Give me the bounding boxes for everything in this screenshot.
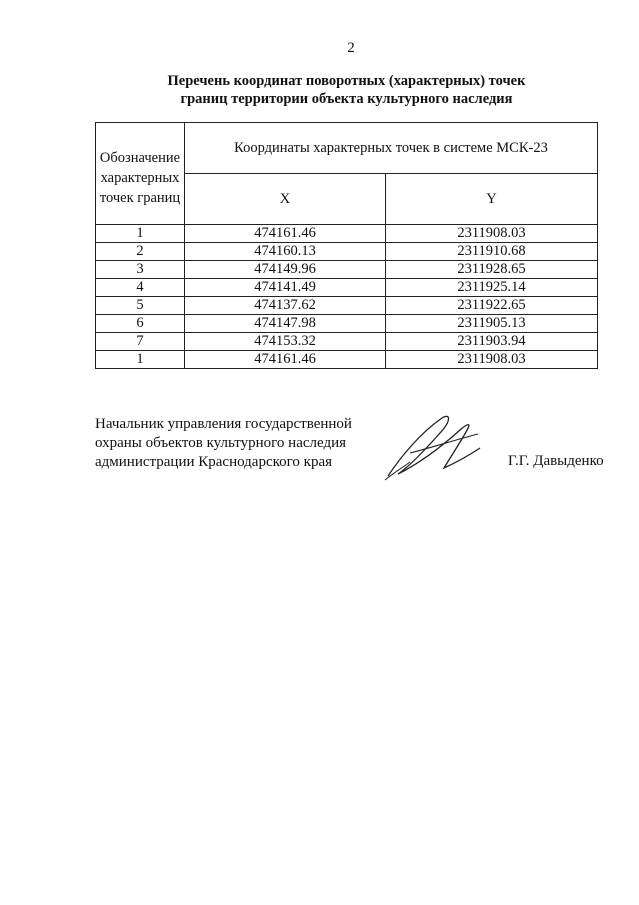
cell-x: 474149.96 bbox=[185, 261, 386, 279]
cell-x: 474137.62 bbox=[185, 297, 386, 315]
cell-point: 3 bbox=[96, 261, 185, 279]
cell-point: 6 bbox=[96, 315, 185, 333]
cell-point: 5 bbox=[96, 297, 185, 315]
coordinates-table bbox=[95, 122, 598, 369]
cell-point: 4 bbox=[96, 279, 185, 297]
header-y: Y bbox=[386, 174, 598, 225]
position-line-2: охраны объектов культурного наследия bbox=[95, 435, 347, 451]
cell-y: 2311905.13 bbox=[386, 315, 598, 333]
cell-point: 2 bbox=[96, 243, 185, 261]
header-point-designation bbox=[96, 123, 185, 225]
cell-x: 474161.46 bbox=[185, 351, 386, 369]
cell-x: 474161.46 bbox=[185, 225, 386, 243]
cell-y: 2311910.68 bbox=[386, 243, 598, 261]
cell-y: 2311922.65 bbox=[386, 297, 598, 315]
position-line-1: Начальник управления государственной bbox=[95, 416, 352, 432]
table-row bbox=[96, 261, 598, 279]
cell-point: 1 bbox=[96, 225, 185, 243]
cell-point: 7 bbox=[96, 333, 185, 351]
cell-point: 1 bbox=[96, 351, 185, 369]
header-x: X bbox=[185, 174, 386, 225]
page-number: 2 bbox=[347, 40, 355, 56]
cell-x: 474141.49 bbox=[185, 279, 386, 297]
cell-y: 2311908.03 bbox=[386, 351, 598, 369]
header-left-line-1: Обозначение bbox=[99, 149, 181, 166]
cell-y: 2311903.94 bbox=[386, 333, 598, 351]
cell-y: 2311925.14 bbox=[386, 279, 598, 297]
document-title bbox=[95, 72, 598, 108]
signatory-name: Г.Г. Давыденко bbox=[508, 453, 604, 469]
table-row bbox=[96, 333, 598, 351]
table-row bbox=[96, 351, 598, 369]
table-row bbox=[96, 225, 598, 243]
title-line-1: Перечень координат поворотных (характерных) точек bbox=[167, 73, 526, 89]
table-row bbox=[96, 297, 598, 315]
handwritten-signature bbox=[380, 408, 485, 483]
table-row bbox=[96, 315, 598, 333]
table-row bbox=[96, 243, 598, 261]
header-left-line-2: характерных bbox=[100, 169, 180, 186]
cell-x: 474160.13 bbox=[185, 243, 386, 261]
header-left-line-3: точек границ bbox=[99, 189, 181, 206]
header-coordinates: Координаты характерных точек в системе МСК-23 bbox=[185, 123, 598, 174]
title-line-2: границ территории объекта культурного наследия bbox=[180, 91, 513, 107]
cell-y: 2311908.03 bbox=[386, 225, 598, 243]
signatory-position bbox=[95, 415, 352, 472]
cell-x: 474147.98 bbox=[185, 315, 386, 333]
cell-x: 474153.32 bbox=[185, 333, 386, 351]
cell-y: 2311928.65 bbox=[386, 261, 598, 279]
position-line-3: администрации Краснодарского края bbox=[95, 454, 333, 470]
table-row bbox=[96, 279, 598, 297]
